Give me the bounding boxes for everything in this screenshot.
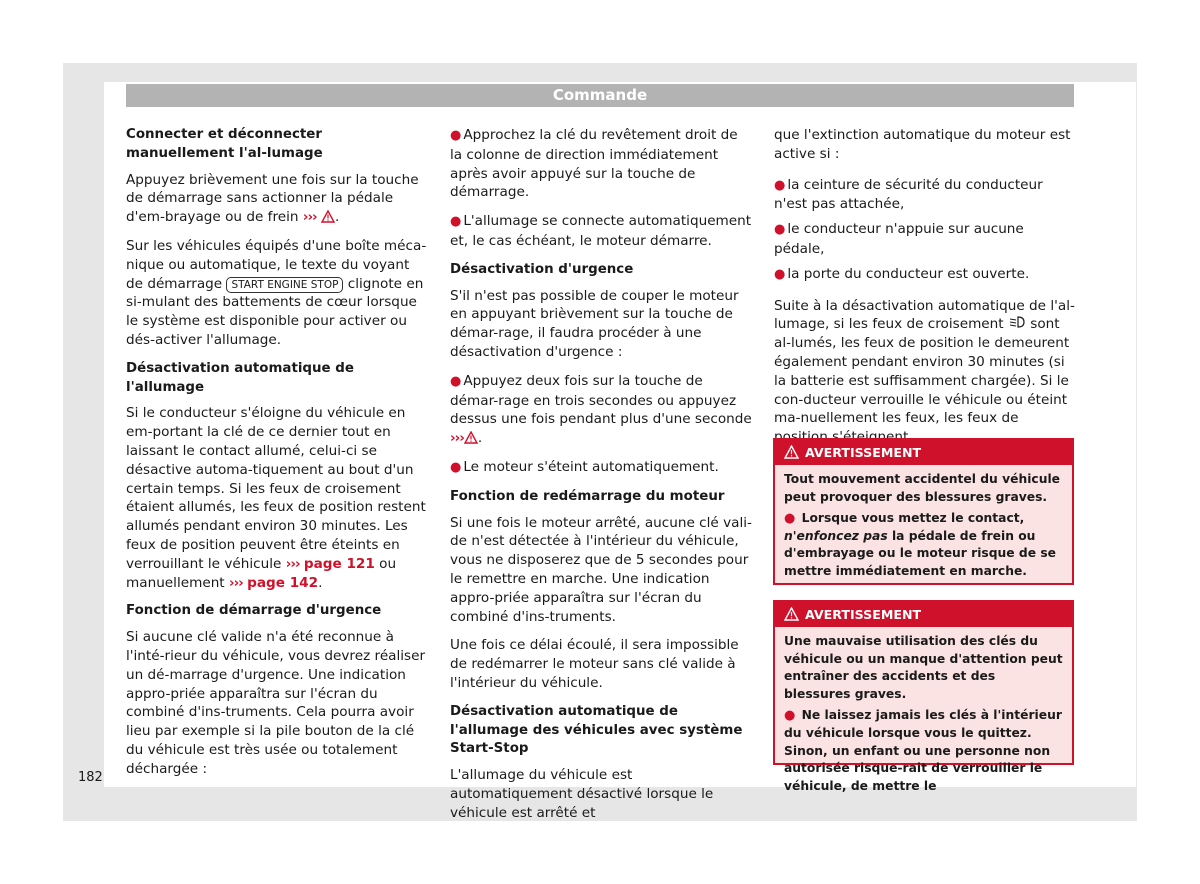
heading-emergency-off: Désactivation d'urgence [450, 261, 634, 277]
warning-list-item: ● Ne laissez jamais les clés à l'intérieur du véhicule lorsque vous le quittez. Sinon, un enfant ou une personne non autorisée risque-rait de verrouiller le véhicule, de mettre le [784, 708, 1062, 793]
page-link[interactable]: page 121 [303, 555, 375, 572]
bullet-icon: ● [450, 459, 462, 475]
cross-reference-arrow-icon: ››› [302, 209, 317, 226]
heading-emergency-start: Fonction de démarrage d'urgence [126, 603, 382, 619]
bullet-icon: ● [450, 214, 462, 230]
heading-manual-ignition: Connecter et déconnecter manuellement l'al-lumage [126, 127, 323, 161]
warning-triangle-icon [784, 445, 799, 459]
start-engine-stop-key: START ENGINE STOP [226, 277, 343, 293]
paragraph: Appuyez brièvement une fois sur la touche de démarrage sans actionner la pédale d'em-brayage ou de frein ››› . [126, 171, 419, 226]
heading-auto-ignition-off: Désactivation automatique de l'allumage [126, 360, 354, 395]
bullet-icon: ● [784, 708, 796, 724]
paragraph: Une fois ce délai écoulé, il sera impossible de redémarrer le moteur sans clé valide à l'intérieur du véhicule. [450, 637, 739, 691]
warning-box [773, 600, 1074, 793]
cross-reference-arrow-icon: ››› [450, 430, 464, 447]
warning-triangle-icon [464, 431, 478, 444]
paragraph: Si aucune clé valide n'a été reconnue à l'inté-rieur du véhicule, vous devrez réaliser un dé-marrage d'urgence. Une indication appro-priée apparaîtra sur l'écran du combiné d'ins-truments. Cela pourra avoir lieu par exemple si la pile bouton de la clé du véhicule est très usée ou totalement déchargée : [126, 629, 426, 777]
paragraph: L'allumage du véhicule est automatiquement désactivé lorsque le véhicule est arrêté et [450, 767, 714, 821]
paragraph: que l'extinction automatique du moteur est active si : [774, 127, 1071, 162]
bullet-icon: ● [774, 177, 786, 193]
bullet-icon: ● [774, 266, 786, 282]
page-link[interactable]: page 142 [247, 574, 319, 591]
bullet-icon: ● [450, 128, 462, 143]
bullet-icon: ● [450, 373, 462, 389]
cross-reference-arrow-icon: ››› [285, 555, 300, 572]
column-3 [774, 126, 1076, 457]
warning-body [775, 627, 1072, 804]
list-item: ● Approchez la clé du revêtement droit de la colonne de direction immédiatement après avoir appuyé sur la touche de démarrage. [450, 127, 738, 201]
bullet-icon: ● [774, 222, 786, 238]
column-2 [450, 126, 752, 833]
warning-text: Tout mouvement accidentel du véhicule peut provoquer des blessures graves. [784, 472, 1061, 504]
list-item: ● la ceinture de sécurité du conducteur n'est pas attachée, [774, 176, 1043, 213]
column-1 [126, 126, 428, 789]
list-item: ● la porte du conducteur est ouverte. [774, 265, 1030, 282]
warning-list-item: ● Lorsque vous mettez le contact, n'enfoncez pas la pédale de frein ou d'embrayage ou le moteur risque de se mettre immédiatement en marche. [784, 511, 1057, 578]
list-item: ● Appuyez deux fois sur la touche de démar-rage en trois secondes ou appuyez dessus une fois pendant plus d'une seconde ››› . [450, 372, 752, 447]
warning-body [775, 465, 1072, 590]
cross-reference-arrow-icon: ››› [228, 574, 243, 591]
list-item: ● le conducteur n'appuie sur aucune pédale, [774, 221, 1024, 257]
low-beam-icon [1008, 316, 1026, 328]
warning-header: AVERTISSEMENT [775, 602, 1072, 627]
heading-start-stop: Désactivation automatique de l'allumage des véhicules avec système Start-Stop [450, 703, 743, 757]
warning-triangle-icon [784, 607, 799, 621]
warning-box [773, 438, 1074, 585]
heading-engine-restart: Fonction de redémarrage du moteur [450, 488, 725, 504]
paragraph: Suite à la désactivation automatique de l'al-lumage, si les feux de croisement sont al-lumés, les feux de position le demeurent également pendant environ 30 minutes (si la batterie est suffisamment chargée). Si le con-ducteur verrouille le véhicule ou éteint ma-nuellement les feux, les feux de [774, 297, 1075, 427]
list-item: ● Le moteur s'éteint automatiquement. [450, 458, 719, 475]
paragraph: Sur les véhicules équipés d'une boîte méca-nique ou automatique, le texte du voyant de démarrage START ENGINE STOP clignote en si-mulant des battements de cœur lorsque le système est disponible pour activer ou dés-activer l'allumage. [126, 237, 427, 348]
list-item: ● L'allumage se connecte automatiquement et, le cas échéant, le moteur démarre. [450, 213, 752, 249]
paragraph: S'il n'est pas possible de couper le moteur en appuyant brièvement sur la touche de démar-rage, il faudra procéder à une désactivation d'urgence : [450, 287, 739, 360]
section-header: Commande [126, 84, 1074, 107]
paragraph: Si une fois le moteur arrêté, aucune clé vali-de n'est détectée à l'intérieur du véhicule, vous ne disposerez que de 5 secondes pour le remettre en marche. Une indication appro-priée apparaîtra sur l'écran du combiné d'ins-truments. [450, 514, 752, 625]
bullet-icon: ● [784, 511, 796, 527]
warning-header: AVERTISSEMENT [775, 440, 1072, 465]
warning-text: Une mauvaise utilisation des clés du véhicule ou un manque d'attention peut entraîner des accidents et des blessures graves. [784, 634, 1063, 701]
paragraph: Si le conducteur s'éloigne du véhicule en em-portant la clé de ce dernier tout en laissant le contact allumé, celui-ci se désactive automa-tiquement au bout d'un certain temps. Si les feux de croisement étaient allumés, les feux de position restent allumés pendant environ 30 minutes. Les feux de position peuvent être éteints en verrouillant le véhicule ››› page 121 ou manuellement ››› page 142. [126, 405, 426, 591]
warning-triangle-icon [321, 210, 335, 223]
page-number: 182 [78, 770, 103, 785]
